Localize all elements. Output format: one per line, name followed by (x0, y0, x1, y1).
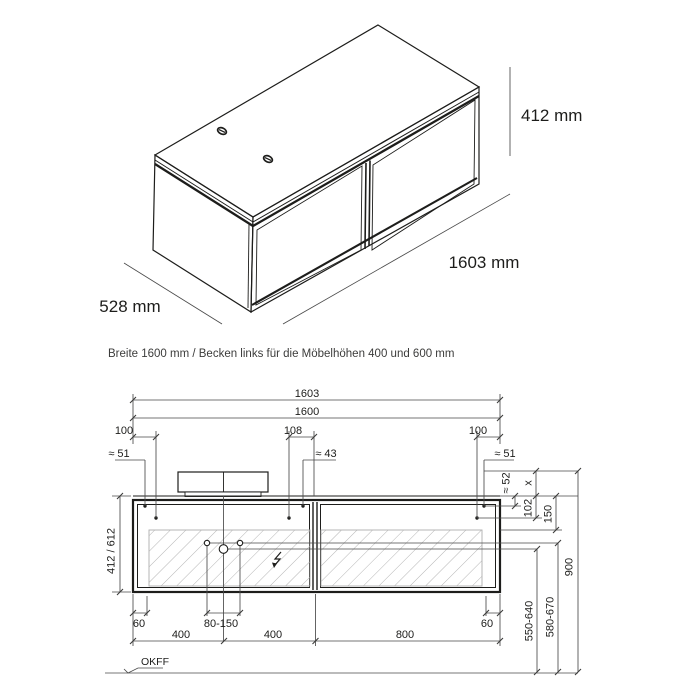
floor-level-label: OKFF (141, 656, 169, 668)
dim-segment-2: 400 (263, 629, 283, 641)
dim-offset-center: ≈ 43 (315, 448, 337, 460)
water-supply-icon (204, 540, 209, 545)
dim-offset-right: ≈ 51 (494, 448, 516, 460)
dim-variable-x: x (522, 480, 535, 486)
washbasin (178, 472, 268, 497)
left-drawer-front (256, 166, 362, 305)
cabinet-side-face (153, 155, 253, 312)
iso-length-label: 1603 mm (448, 253, 520, 272)
isometric-view (99, 25, 582, 324)
dim-install-height: 900 (563, 557, 576, 577)
faucet-hole-icon (217, 126, 228, 135)
dim-supply-range: 550-640 (523, 600, 536, 642)
faucet-hole-icon (263, 154, 274, 163)
hatch-area-right (321, 530, 482, 586)
front-elevation-view (105, 388, 581, 675)
water-supply-icon (237, 540, 242, 545)
dim-drain-range: 580-670 (544, 596, 557, 638)
hatch-area-left (149, 530, 310, 586)
dim-inner-width: 1600 (294, 406, 320, 418)
dim-cabinet-heights: 412 / 612 (105, 528, 118, 574)
mounting-points (143, 504, 485, 519)
dim-hole-center: 108 (283, 425, 303, 437)
dim-offset-left: ≈ 51 (108, 448, 130, 460)
dim-outer-width: 1603 (294, 388, 320, 400)
dim-depth-150: 150 (542, 504, 555, 524)
iso-height-label: 412 mm (521, 106, 583, 125)
drain-icon (219, 545, 228, 554)
cabinet-divider (313, 502, 317, 590)
floor-level-icon (124, 668, 163, 673)
caption-text: Breite 1600 mm / Becken links für die Möbelhöhen 400 und 600 mm (108, 348, 455, 360)
dim-segment-1: 400 (171, 629, 191, 641)
dim-edge-right: 60 (480, 618, 494, 630)
iso-depth-label: 528 mm (99, 297, 161, 316)
dim-segment-3: 800 (395, 629, 415, 641)
dim-hole-right: 100 (468, 425, 488, 437)
dim-offset-52: ≈ 52 (500, 472, 513, 494)
dim-trap-range: 80-150 (203, 618, 239, 630)
dim-depth-102: 102 (522, 498, 535, 518)
drawer-divider (365, 161, 370, 250)
dim-hole-left: 100 (114, 425, 134, 437)
dim-edge-left: 60 (132, 618, 146, 630)
